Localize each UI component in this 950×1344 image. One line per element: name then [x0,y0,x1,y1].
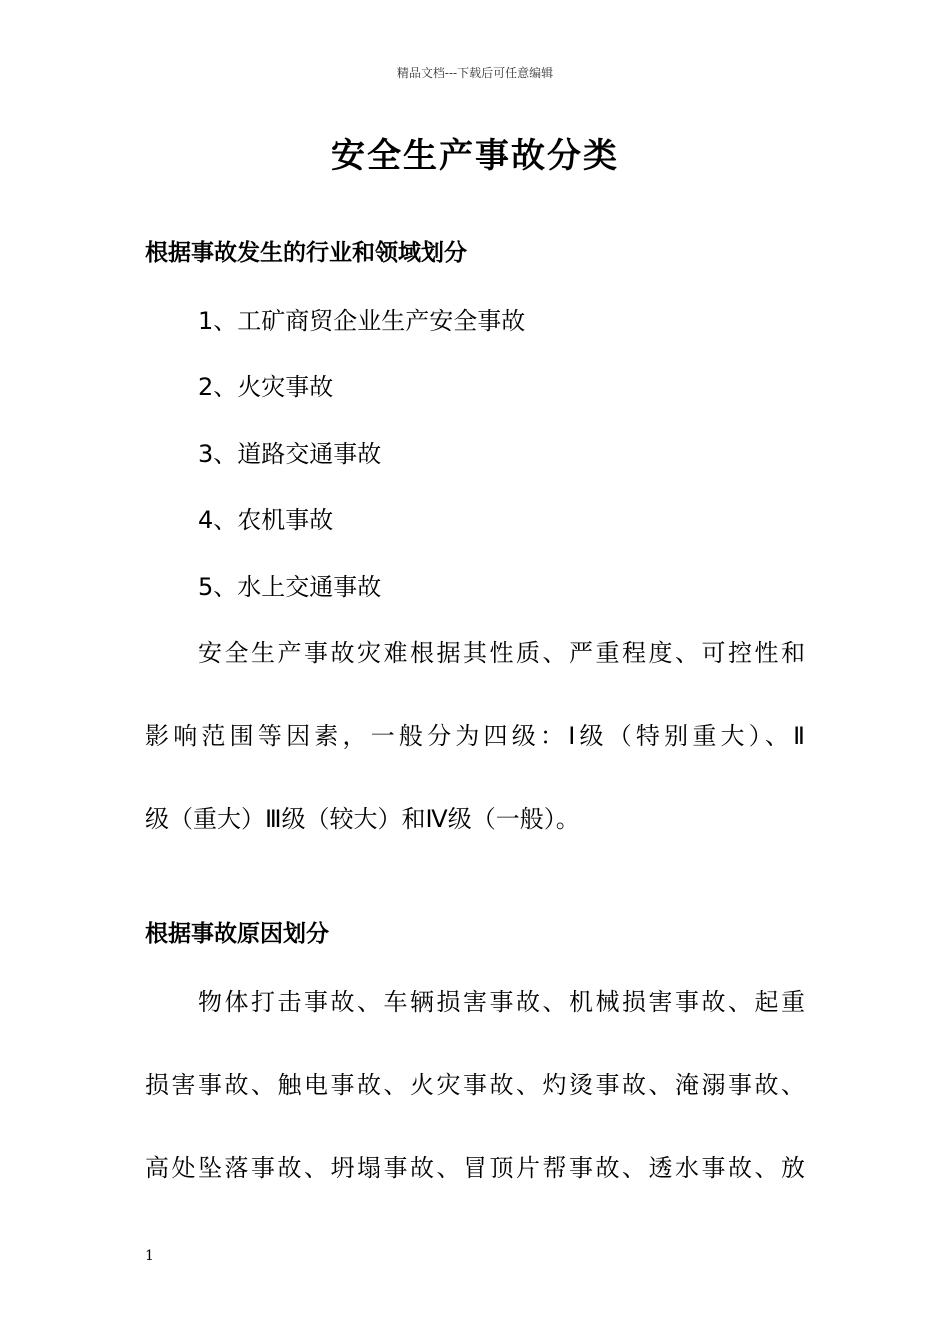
section-heading-cause: 根据事故原因划分 [145,921,329,947]
list-item: 1、工矿商贸企业生产安全事故 [198,307,526,335]
paragraph-line: 损害事故、触电事故、火灾事故、灼烫事故、淹溺事故、 [145,1071,805,1099]
document-title: 安全生产事故分类 [331,136,619,176]
list-item: 2、火灾事故 [198,373,334,401]
page-header: 精品文档---下载后可任意编辑 [396,66,554,80]
list-item: 5、水上交通事故 [198,573,382,601]
section-heading-industry: 根据事故发生的行业和领域划分 [145,240,467,266]
paragraph-line: 物体打击事故、车辆损害事故、机械损害事故、起重 [198,988,805,1016]
paragraph-line: 影响范围等因素，一般分为四级：Ⅰ级（特别重大）、Ⅱ [145,722,805,750]
paragraph-line: 高处坠落事故、坍塌事故、冒顶片帮事故、透水事故、放 [145,1154,805,1182]
list-item: 4、农机事故 [198,506,334,534]
page-number: 1 [145,1248,154,1264]
list-item: 3、道路交通事故 [198,440,382,468]
paragraph-line: 安全生产事故灾难根据其性质、严重程度、可控性和 [198,639,805,667]
paragraph-line: 级（重大）Ⅲ级（较大）和Ⅳ级（一般）。 [145,805,580,833]
